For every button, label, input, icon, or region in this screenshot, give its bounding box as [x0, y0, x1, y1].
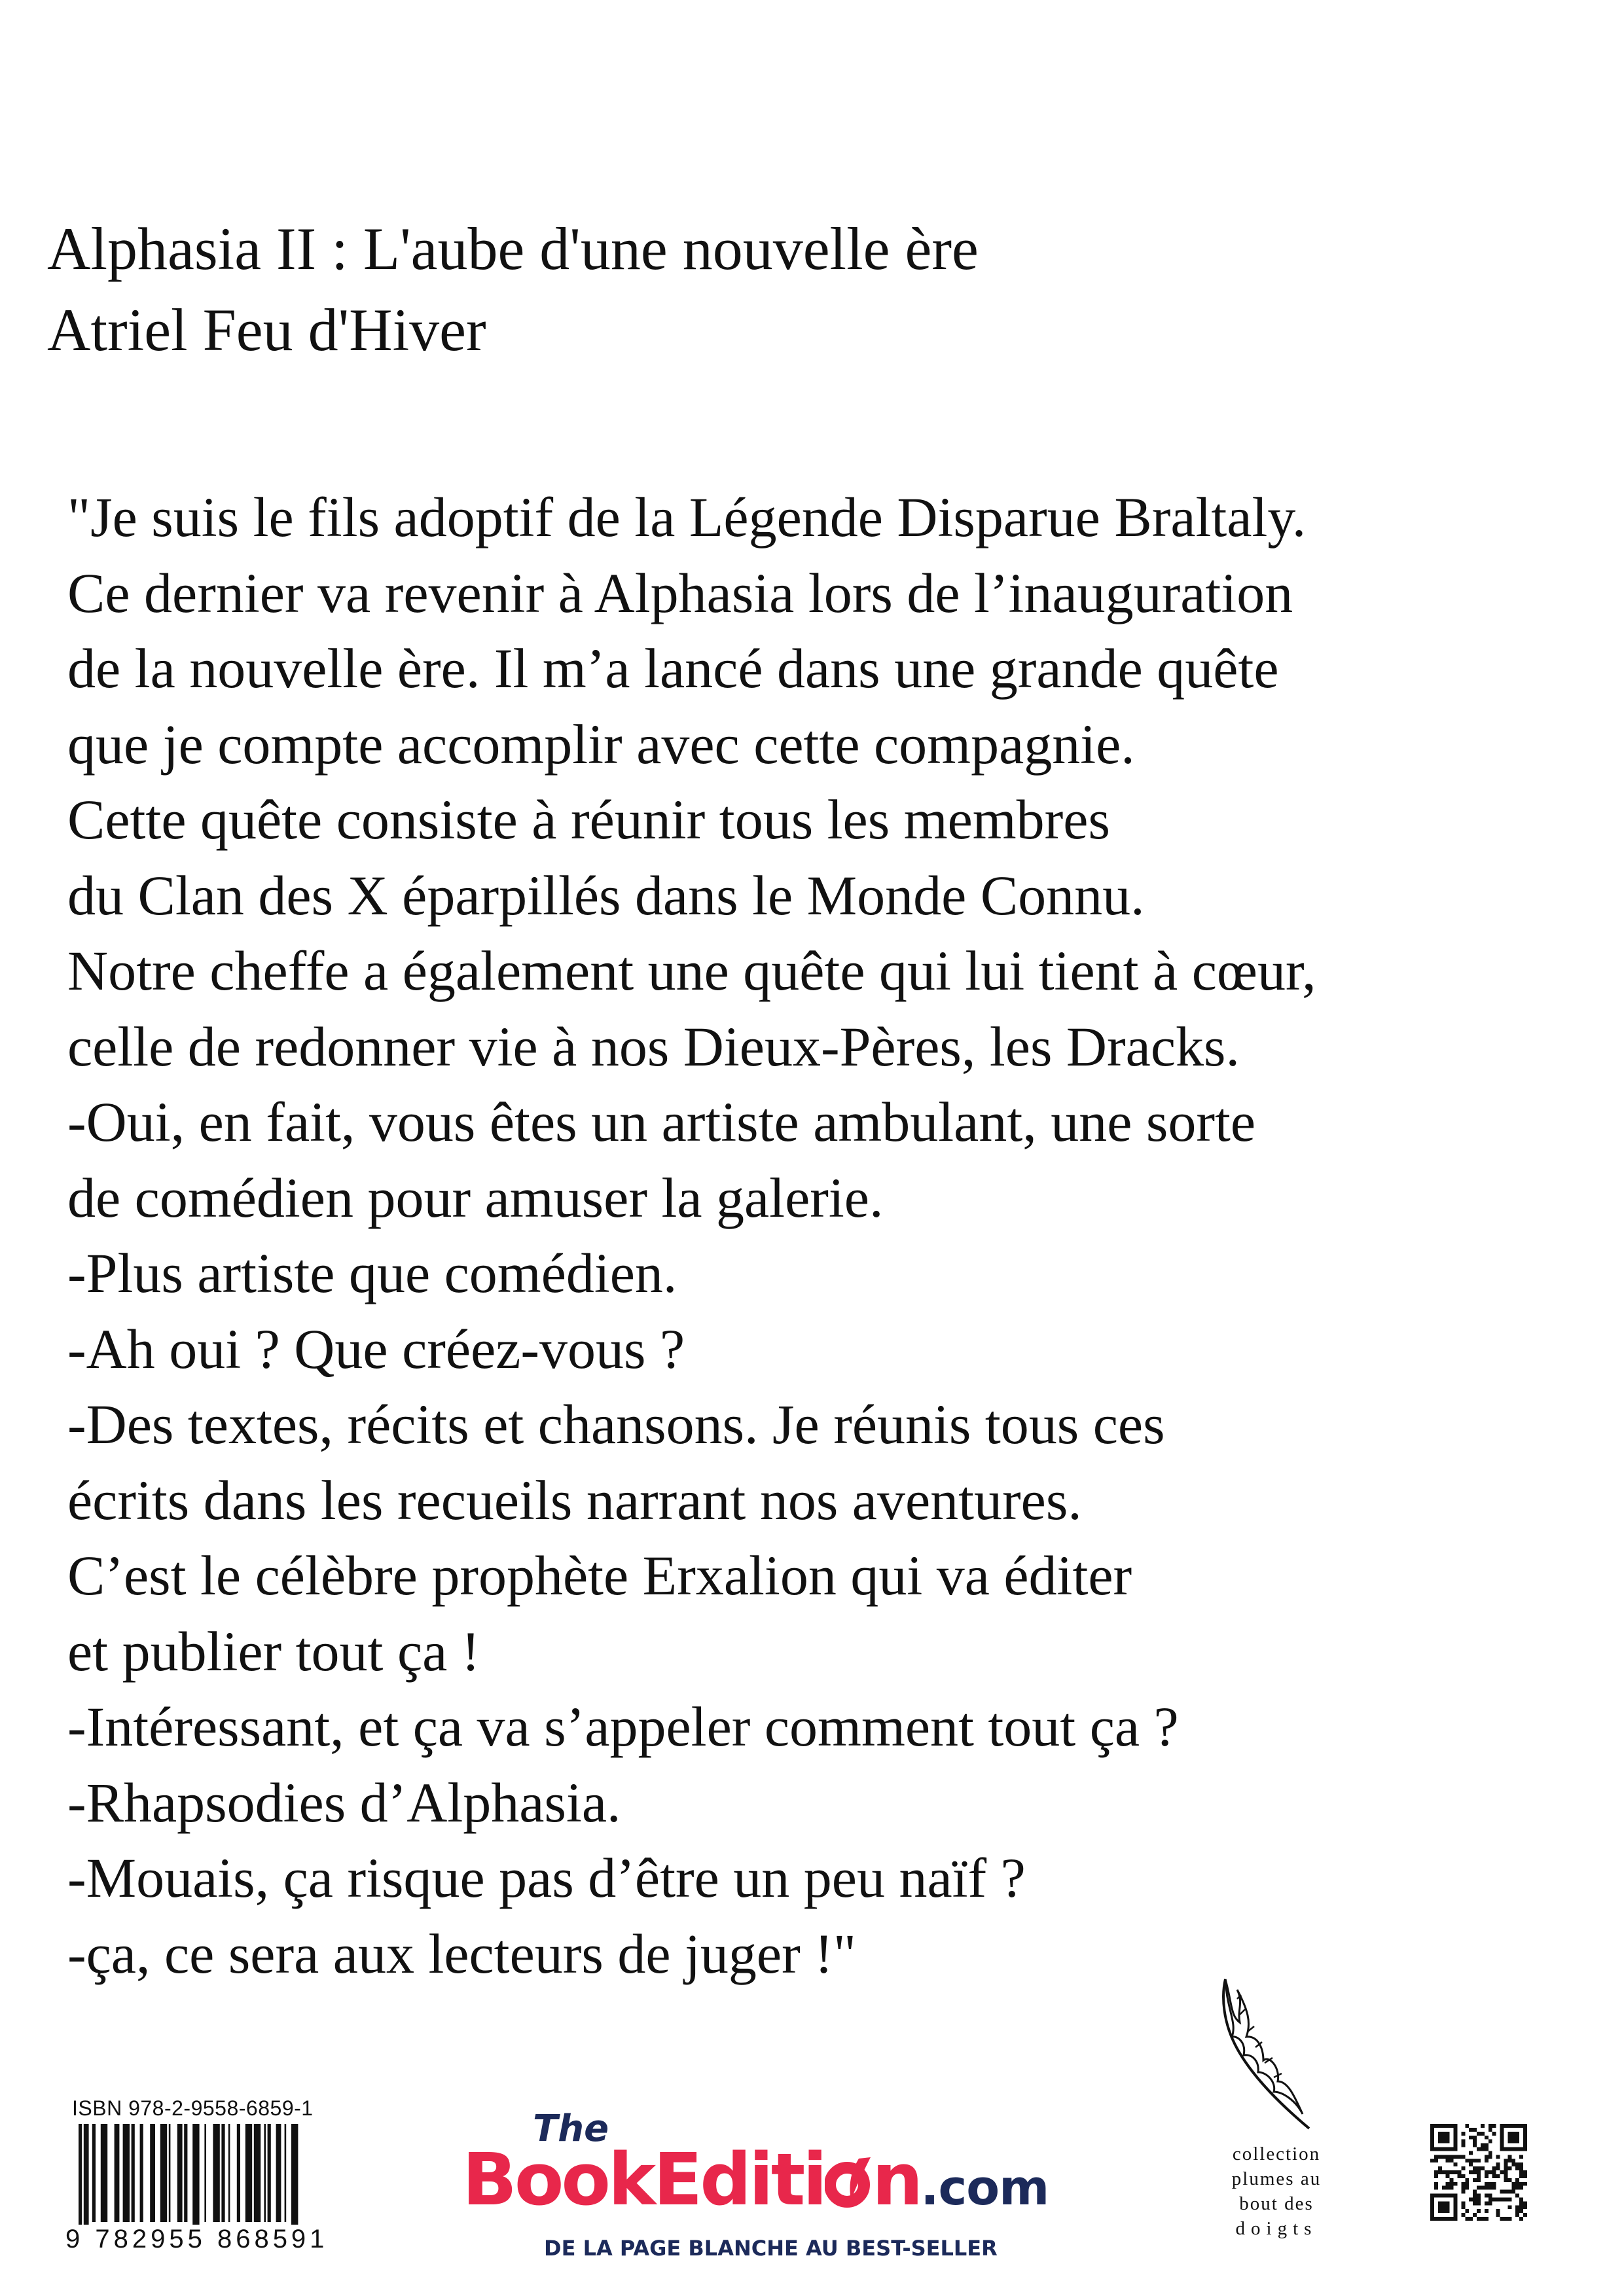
collection-line: plumes au	[1231, 2168, 1322, 2189]
qr-module	[1461, 2205, 1465, 2209]
qr-module	[1473, 2190, 1477, 2194]
qr-module	[1461, 2182, 1465, 2186]
qr-module	[1485, 2194, 1489, 2198]
collection-line: doigts	[1235, 2218, 1318, 2239]
qr-module	[1489, 2201, 1492, 2205]
qr-module	[1446, 2174, 1450, 2178]
qr-module	[1485, 2159, 1489, 2162]
qr-module	[1504, 2217, 1507, 2221]
qr-module	[1485, 2174, 1489, 2178]
barcode-bar	[177, 2124, 183, 2222]
qr-module	[1523, 2182, 1527, 2186]
barcode-bar	[245, 2124, 252, 2222]
qr-module	[1465, 2124, 1469, 2128]
qr-module	[1507, 2178, 1511, 2182]
qr-module	[1446, 2170, 1450, 2174]
qr-module	[1461, 2166, 1465, 2170]
synopsis-line: du Clan des X éparpillés dans le Monde Connu.	[67, 863, 1145, 927]
synopsis-line: -Oui, en fait, vous êtes un artiste ambulant, une sorte	[67, 1090, 1256, 1153]
qr-module	[1507, 2217, 1511, 2221]
synopsis-line: Cette quête consiste à réunir tous les membres	[67, 788, 1110, 851]
qr-module	[1496, 2213, 1500, 2217]
qr-module	[1434, 2155, 1438, 2159]
qr-module	[1477, 2186, 1481, 2190]
logo-the: The	[533, 2108, 609, 2150]
qr-module	[1511, 2186, 1515, 2190]
qr-module	[1507, 2166, 1511, 2170]
collection-line: collection	[1232, 2144, 1321, 2164]
qr-module	[1489, 2151, 1492, 2155]
qr-module	[1469, 2170, 1473, 2174]
barcode-bar	[169, 2124, 171, 2222]
qr-module	[1461, 2140, 1465, 2144]
qr-module	[1507, 2205, 1511, 2209]
qr-module	[1489, 2128, 1492, 2132]
qr-module	[1438, 2132, 1450, 2144]
qr-module	[1430, 2159, 1434, 2162]
barcode-bar	[92, 2124, 96, 2222]
qr-module	[1515, 2213, 1519, 2217]
qr-module	[1481, 2144, 1485, 2147]
qr-module	[1511, 2182, 1515, 2186]
qr-module	[1496, 2209, 1500, 2213]
qr-module	[1500, 2217, 1504, 2221]
qr-module	[1496, 2166, 1500, 2170]
synopsis-line: de la nouvelle ère. Il m’a lancé dans une grande quête	[67, 637, 1279, 700]
logo-wordmark	[462, 2138, 1049, 2221]
qr-module	[1434, 2170, 1438, 2174]
qr-module	[1469, 2217, 1473, 2221]
qr-module	[1485, 2136, 1489, 2140]
collection-line: bout des	[1239, 2193, 1314, 2214]
qr-module	[1461, 2190, 1465, 2194]
back-cover-synopsis	[67, 480, 1316, 1992]
qr-module	[1477, 2197, 1481, 2201]
qr-module	[1519, 2182, 1523, 2186]
qr-module	[1461, 2144, 1465, 2147]
qr-module	[1500, 2197, 1504, 2201]
feather-icon	[1218, 1977, 1329, 2137]
qr-module	[1442, 2155, 1446, 2159]
qr-module	[1485, 2209, 1489, 2213]
qr-module	[1515, 2162, 1519, 2166]
barcode-bar	[228, 2124, 230, 2222]
qr-module	[1481, 2217, 1485, 2221]
qr-module	[1465, 2209, 1469, 2213]
qr-module	[1504, 2190, 1507, 2194]
qr-module	[1485, 2147, 1489, 2151]
synopsis-line: celle de redonner vie à nos Dieux-Pères, les Dracks.	[67, 1014, 1240, 1078]
barcode-bars	[65, 2124, 386, 2229]
qr-module	[1515, 2166, 1519, 2170]
qr-module	[1504, 2162, 1507, 2166]
qr-module	[1489, 2197, 1492, 2201]
book-author: Atriel Feu d'Hiver	[47, 296, 486, 363]
qr-module	[1465, 2178, 1469, 2182]
synopsis-line: et publier tout ça !	[67, 1619, 480, 1683]
qr-module	[1481, 2166, 1485, 2170]
qr-module	[1457, 2155, 1461, 2159]
qr-module	[1446, 2186, 1450, 2190]
barcode-bar	[291, 2124, 298, 2229]
qr-module	[1504, 2178, 1507, 2182]
qr-module	[1489, 2170, 1492, 2174]
barcode-bar	[268, 2124, 271, 2222]
qr-module	[1477, 2178, 1481, 2182]
qr-module	[1507, 2190, 1511, 2194]
barcode-bar	[213, 2124, 219, 2222]
barcode-bar	[79, 2124, 82, 2229]
qr-module	[1492, 2166, 1496, 2170]
synopsis-line: -Intéressant, et ça va s’appeler comment tout ça ?	[67, 1695, 1179, 1758]
qr-module	[1500, 2170, 1504, 2174]
qr-module	[1473, 2197, 1477, 2201]
synopsis-line: -Ah oui ? Que créez-vous ?	[67, 1317, 685, 1380]
qr-module	[1473, 2166, 1477, 2170]
qr-module	[1519, 2174, 1523, 2178]
qr-module	[1507, 2132, 1519, 2144]
barcode-bar	[221, 2124, 225, 2222]
qr-module	[1434, 2186, 1438, 2190]
qr-module	[1523, 2201, 1527, 2205]
qr-module	[1523, 2174, 1527, 2178]
qr-module	[1523, 2170, 1527, 2174]
qr-module	[1454, 2155, 1458, 2159]
qr-module	[1523, 2205, 1527, 2209]
qr-module	[1507, 2159, 1511, 2162]
qr-module	[1469, 2159, 1473, 2162]
qr-module	[1461, 2174, 1465, 2178]
qr-module	[1454, 2182, 1458, 2186]
qr-module	[1504, 2174, 1507, 2178]
qr-module	[1515, 2194, 1519, 2198]
qr-module	[1454, 2170, 1458, 2174]
qr-module	[1504, 2197, 1507, 2201]
qr-module	[1434, 2159, 1438, 2162]
qr-module	[1461, 2186, 1465, 2190]
barcode-bar	[237, 2124, 240, 2222]
qr-module	[1519, 2170, 1523, 2174]
qr-module	[1465, 2186, 1469, 2190]
qr-module	[1461, 2132, 1465, 2136]
qr-module	[1477, 2147, 1481, 2151]
qr-module	[1477, 2132, 1481, 2136]
qr-module	[1507, 2197, 1511, 2201]
logo-name-part1: BookEditi	[462, 2138, 825, 2221]
logo-o-quill-icon	[825, 2156, 872, 2208]
qr-module	[1477, 2194, 1481, 2198]
barcode-bar	[276, 2124, 281, 2222]
qr-module	[1481, 2124, 1485, 2128]
qr-module	[1489, 2182, 1492, 2186]
qr-module	[1457, 2174, 1461, 2178]
qr-module	[1492, 2186, 1496, 2190]
bookedition-logo	[462, 2108, 1104, 2271]
logo-tagline: DE LA PAGE BLANCHE AU BEST-SELLER	[544, 2236, 998, 2261]
qr-module	[1523, 2213, 1527, 2217]
qr-module	[1489, 2124, 1492, 2128]
qr-module	[1473, 2201, 1477, 2205]
qr-module	[1473, 2213, 1477, 2217]
barcode-bar	[204, 2124, 206, 2222]
qr-module	[1469, 2162, 1473, 2166]
qr-module	[1469, 2136, 1473, 2140]
qr-module	[1461, 2201, 1465, 2205]
qr-code-icon	[1430, 2124, 1527, 2221]
qr-module	[1492, 2170, 1496, 2174]
qr-module	[1515, 2186, 1519, 2190]
qr-module	[1461, 2213, 1465, 2217]
book-title-block	[47, 208, 979, 370]
synopsis-line: Ce dernier va revenir à Alphasia lors de l’inauguration	[67, 561, 1293, 624]
isbn-number: ISBN 978-2-9558-6859-1	[72, 2096, 314, 2120]
synopsis-line: "Je suis le fils adoptif de la Légende Disparue Braltaly.	[67, 486, 1307, 548]
synopsis-line: -Plus artiste que comédien.	[67, 1242, 677, 1304]
qr-module	[1504, 2159, 1507, 2162]
qr-module	[1438, 2201, 1450, 2213]
qr-module	[1473, 2144, 1477, 2147]
barcode-bar	[285, 2124, 287, 2222]
qr-module	[1485, 2144, 1489, 2147]
qr-module	[1450, 2178, 1454, 2182]
qr-module	[1519, 2155, 1523, 2159]
qr-module	[1515, 2178, 1519, 2182]
synopsis-line: -Rhapsodies d’Alphasia.	[67, 1770, 621, 1834]
qr-module	[1446, 2155, 1450, 2159]
qr-module	[1519, 2197, 1523, 2201]
qr-module	[1485, 2170, 1489, 2174]
qr-module	[1492, 2124, 1496, 2128]
barcode-digits: 9 782955 868591	[65, 2225, 329, 2253]
synopsis-line: écrits dans les recueils narrant nos aventures.	[67, 1468, 1082, 1532]
qr-module	[1465, 2159, 1469, 2162]
qr-module	[1500, 2190, 1504, 2194]
qr-module	[1492, 2174, 1496, 2178]
qr-module	[1481, 2132, 1485, 2136]
qr-module	[1511, 2162, 1515, 2166]
qr-module	[1454, 2162, 1458, 2166]
qr-module	[1434, 2174, 1438, 2178]
qr-module	[1492, 2182, 1496, 2186]
logo-name-part2: n	[872, 2138, 921, 2221]
qr-module	[1481, 2186, 1485, 2190]
qr-module	[1504, 2166, 1507, 2170]
qr-module	[1485, 2182, 1489, 2186]
qr-module	[1477, 2217, 1481, 2221]
barcode-bar	[132, 2124, 135, 2222]
qr-module	[1473, 2178, 1477, 2182]
barcode-bar	[254, 2124, 261, 2222]
qr-module	[1519, 2205, 1523, 2209]
qr-module	[1442, 2186, 1446, 2190]
qr-module	[1438, 2170, 1442, 2174]
qr-module	[1473, 2194, 1477, 2198]
synopsis-line: Notre cheffe a également une quête qui lui tient à cœur,	[67, 939, 1316, 1002]
qr-module	[1489, 2186, 1492, 2190]
qr-module	[1469, 2197, 1473, 2201]
qr-module	[1469, 2128, 1473, 2132]
barcode-bar	[160, 2124, 167, 2222]
qr-module	[1504, 2170, 1507, 2174]
qr-module	[1477, 2209, 1481, 2213]
qr-module	[1519, 2166, 1523, 2170]
qr-module	[1519, 2209, 1523, 2213]
qr-module	[1515, 2182, 1519, 2186]
collection-label	[1198, 2142, 1355, 2241]
qr-module	[1489, 2140, 1492, 2144]
qr-module	[1477, 2174, 1481, 2178]
qr-module	[1519, 2201, 1523, 2205]
synopsis-line: C’est le célèbre prophète Erxalion qui va éditer	[67, 1544, 1132, 1607]
qr-module	[1434, 2182, 1438, 2186]
barcode-bar	[115, 2124, 120, 2222]
qr-module	[1496, 2197, 1500, 2201]
qr-module	[1465, 2217, 1469, 2221]
qr-module	[1477, 2201, 1481, 2205]
qr-module	[1496, 2162, 1500, 2166]
barcode-bar	[140, 2124, 143, 2222]
synopsis-line: -ça, ce sera aux lecteurs de juger !"	[67, 1922, 856, 1985]
book-title: Alphasia II : L'aube d'une nouvelle ère	[47, 215, 979, 282]
synopsis-line: -Mouais, ça risque pas d’être un peu naïf ?	[67, 1846, 1026, 1909]
qr-module	[1519, 2162, 1523, 2166]
qr-module	[1492, 2132, 1496, 2136]
qr-module	[1496, 2155, 1500, 2159]
qr-module	[1450, 2159, 1454, 2162]
qr-module	[1489, 2194, 1492, 2198]
barcode-bar	[192, 2124, 199, 2229]
qr-module	[1485, 2217, 1489, 2221]
qr-module	[1492, 2197, 1496, 2201]
qr-module	[1473, 2170, 1477, 2174]
barcode-bar	[184, 2124, 187, 2222]
qr-module	[1442, 2170, 1446, 2174]
synopsis-line: de comédien pour amuser la galerie.	[67, 1166, 884, 1229]
qr-module	[1438, 2166, 1442, 2170]
qr-module	[1477, 2170, 1481, 2174]
qr-module	[1511, 2190, 1515, 2194]
qr-module	[1450, 2155, 1454, 2159]
qr-module	[1450, 2182, 1454, 2186]
qr-module	[1446, 2159, 1450, 2162]
qr-module	[1473, 2128, 1477, 2132]
qr-module	[1485, 2155, 1489, 2159]
synopsis-line: que je compte accomplir avec cette compagnie.	[67, 712, 1135, 776]
qr-module	[1473, 2159, 1477, 2162]
qr-module	[1473, 2136, 1477, 2140]
qr-module	[1519, 2186, 1523, 2190]
qr-module	[1511, 2159, 1515, 2162]
qr-module	[1489, 2155, 1492, 2159]
barcode-bar	[150, 2124, 155, 2222]
barcode-bar	[101, 2124, 107, 2222]
qr-module	[1465, 2182, 1469, 2186]
qr-module	[1469, 2151, 1473, 2155]
qr-module	[1457, 2170, 1461, 2174]
qr-module	[1446, 2182, 1450, 2186]
barcode-bar	[84, 2124, 89, 2229]
qr-module	[1477, 2166, 1481, 2170]
isbn-barcode	[65, 2096, 389, 2257]
qr-module	[1485, 2186, 1489, 2190]
synopsis-line: -Des textes, récits et chansons. Je réunis tous ces	[67, 1393, 1165, 1456]
qr-module	[1450, 2186, 1454, 2190]
qr-module	[1507, 2155, 1511, 2159]
qr-module	[1477, 2159, 1481, 2162]
logo-domain: .com	[920, 2160, 1049, 2216]
qr-module	[1481, 2147, 1485, 2151]
qr-module	[1485, 2201, 1489, 2205]
barcode-bar	[123, 2124, 130, 2222]
qr-module	[1450, 2170, 1454, 2174]
qr-module	[1438, 2155, 1442, 2159]
qr-module	[1519, 2217, 1523, 2221]
qr-module	[1496, 2174, 1500, 2178]
qr-module	[1461, 2155, 1465, 2159]
qr-module	[1515, 2205, 1519, 2209]
qr-module	[1515, 2209, 1519, 2213]
qr-module	[1473, 2140, 1477, 2144]
barcode-bar	[264, 2124, 266, 2222]
